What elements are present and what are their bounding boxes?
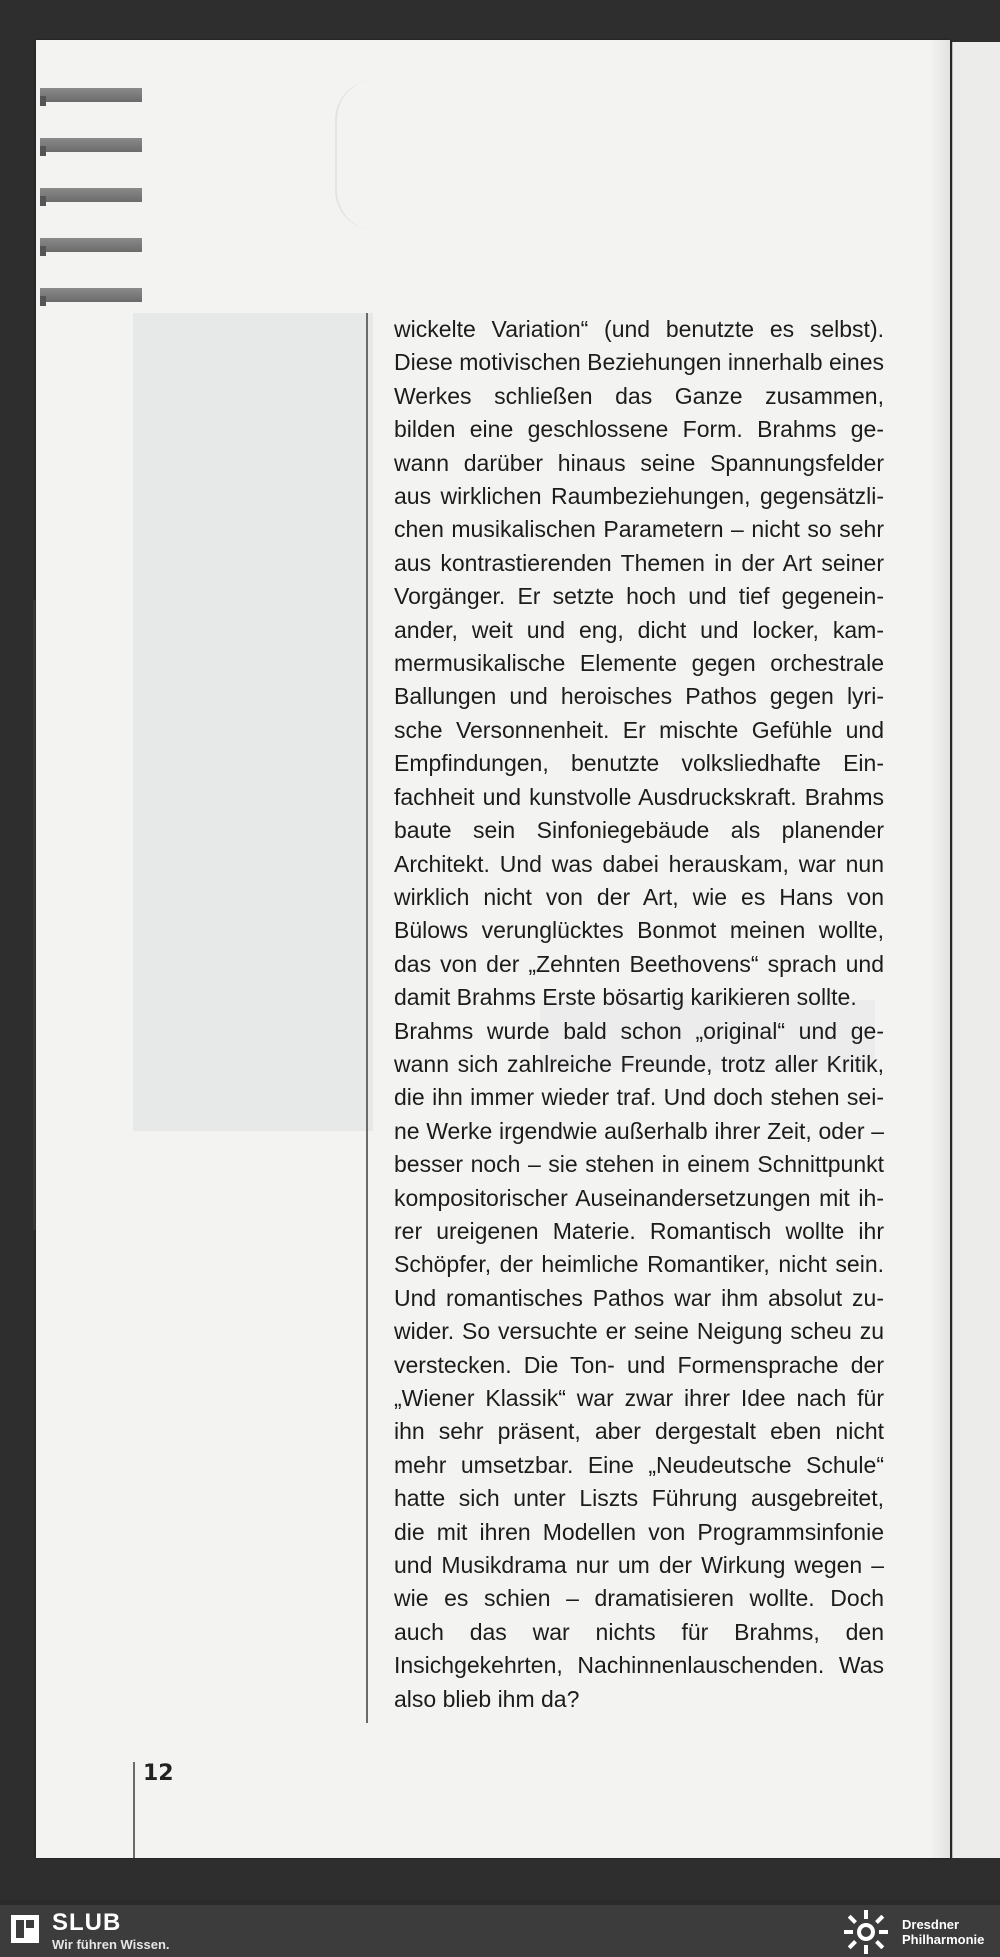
adjacent-page-edge [952,42,1000,1858]
tab-mark [40,238,142,252]
page-number: 12 [143,1761,174,1786]
library-tagline: Wir führen Wissen. [52,1937,170,1952]
tab-mark [40,138,142,152]
viewer-footer [0,1905,1000,1957]
slub-logo-icon [10,1914,40,1944]
show-through-clef [335,80,407,230]
paragraph: wickelte Variation“ (und benutzte es selbst). Diese motivischen Beziehungen innerhalb eines Werkes schließen das Ganze zusammen, bilden eine geschlossene Form. Brahms gewann darüber hinaus seine Spannungsfelder aus wirklichen Raumbeziehungen, gegensätzlichen musikalischen Parametern – nicht so sehr aus kontrastierenden Themen in der Art seiner Vorgänger. Er setzte hoch und tief gegeneinander, weit und eng, dicht und locker, kammermusikalische Elemente gegen orchestrale Ballungen und heroisches Pathos gegen lyrische Versonnenheit. Er mischte Gefühle und Empfindungen, benutzte volksliedhafte Einfachheit und kunstvolle Ausdruckskraft. Brahms baute sein Sinfoniegebäude als planender Architekt. Und was dabei herauskam, war nun wirklich nicht von der Art, wie es Hans von Bülows verunglücktes Bonmot meinen wollte, das von der „Zehnten Beethovens“ sprach und damit Brahms Erste bösartig karikieren sollte. [394,316,884,1011]
library-name[interactable]: SLUB [52,1909,122,1936]
column-divider [366,313,368,1723]
orchestra-logo-icon [842,1909,890,1955]
page-fold-shadow [930,40,952,1858]
orchestra-name-line1: Dresdner [902,1917,960,1932]
body-text [394,313,884,1716]
tab-mark [40,88,142,102]
show-through-image [133,313,373,1131]
tab-mark [40,188,142,202]
orchestra-name-line2: Philharmonie [902,1932,985,1947]
orchestra-name[interactable] [902,1917,984,1947]
paragraph: Brahms wurde bald schon „original“ und gewann sich zahlreiche Freunde, trotz aller Kritik, die ihn immer wieder traf. Und doch stehen seine Werke irgendwie außerhalb ihrer Zeit, oder – besser noch – sie stehen in einem Schnittpunkt kompositorischer Auseinandersetzungen mit ihrer ureigenen Materie. Romantisch wollte ihr Schöpfer, der heimliche Romantiker, nicht sein. Und romantisches Pathos war ihm absolut zuwider. So versuchte er seine Neigung scheu zu verstecken. Die Ton- und Formensprache der „Wiener Klassik“ war zwar ihrer Idee nach für ihn sehr präsent, aber dergestalt eben nicht mehr umsetzbar. Eine „Neudeutsche Schule“ hatte sich unter Liszts Führung ausgebreitet, die mit ihren Modellen von Programmsinfonie und Musikdrama nur um der Wirkung wegen – wie es schien – dramatisieren wollte. Doch auch das war nichts für Brahms, den Insichgekehrten, Nachinnenlauschenden. Was also blieb ihm da? [394,1017,884,1712]
folio-divider [133,1762,135,1858]
tab-mark [40,288,142,302]
